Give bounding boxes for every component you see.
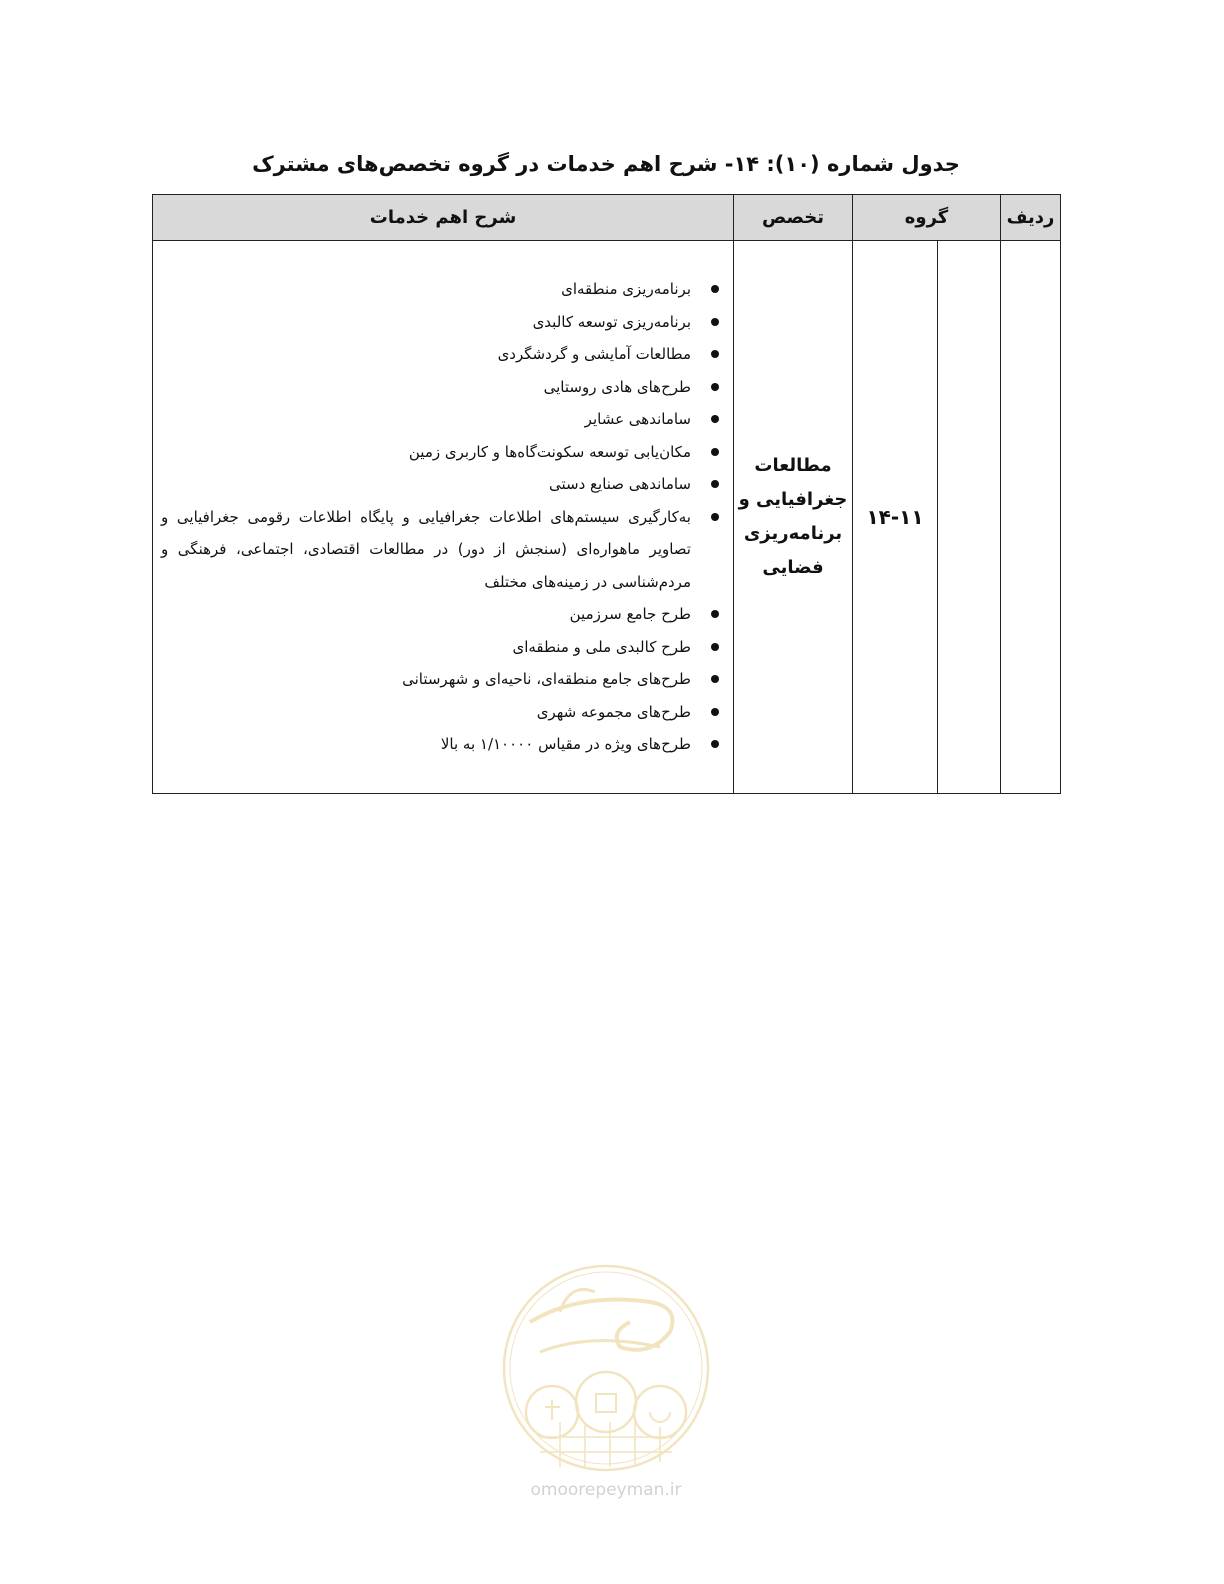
service-text: ساماندهی عشایر bbox=[584, 410, 691, 429]
header-group: گروه bbox=[853, 195, 1001, 241]
cell-specialty bbox=[734, 241, 853, 794]
bullet-icon bbox=[711, 643, 719, 651]
bullet-icon bbox=[711, 675, 719, 683]
list-item bbox=[161, 338, 725, 371]
service-text: برنامه‌ریزی منطقه‌ای bbox=[561, 280, 691, 299]
bullet-icon bbox=[711, 383, 719, 391]
bullet-icon bbox=[711, 350, 719, 358]
list-item bbox=[161, 696, 725, 729]
list-item bbox=[161, 501, 725, 599]
bullet-icon bbox=[711, 480, 719, 488]
header-row-number: ردیف bbox=[1001, 195, 1061, 241]
bullet-icon bbox=[711, 740, 719, 748]
service-text: طرح‌های هادی روستایی bbox=[543, 377, 691, 396]
services-list bbox=[153, 273, 733, 761]
bullet-icon bbox=[711, 610, 719, 618]
table-header-row bbox=[153, 195, 1061, 241]
service-text: مطالعات آمایشی و گردشگردی bbox=[497, 345, 691, 364]
cell-services bbox=[153, 241, 734, 794]
cell-row-number bbox=[1001, 241, 1061, 794]
list-item bbox=[161, 273, 725, 306]
watermark-logo-icon bbox=[500, 1262, 712, 1506]
list-item bbox=[161, 436, 725, 469]
service-text: به‌کارگیری سیستم‌های اطلاعات جغرافیایی و پایگاه اطلاعات رقومی جغرافیایی و تصاویر ماهواره‌ای (سنجش از دور) در مطالعات اقتصادی، اجتماعی، فرهنگی و مردم‌شناسی در زمینه‌های مختلف bbox=[161, 507, 691, 591]
service-text: برنامه‌ریزی توسعه کالبدی bbox=[532, 312, 691, 331]
list-item bbox=[161, 371, 725, 404]
bullet-icon bbox=[711, 448, 719, 456]
service-text: طرح کالبدی ملی و منطقه‌ای bbox=[512, 637, 691, 656]
service-text: ساماندهی صنایع دستی bbox=[548, 475, 691, 494]
list-item bbox=[161, 728, 725, 761]
bullet-icon bbox=[711, 708, 719, 716]
table-title: جدول شماره (۱۰): ۱۴- شرح اهم خدمات در گروه تخصص‌های مشترک bbox=[252, 152, 960, 176]
services-table bbox=[152, 194, 1061, 794]
list-item bbox=[161, 306, 725, 339]
list-item bbox=[161, 468, 725, 501]
service-text: طرح‌های مجموعه شهری bbox=[536, 702, 691, 721]
cell-group-sub bbox=[938, 241, 1001, 794]
list-item bbox=[161, 663, 725, 696]
header-specialty: تخصص bbox=[734, 195, 853, 241]
cell-group-code bbox=[853, 241, 938, 794]
bullet-icon bbox=[711, 415, 719, 423]
watermark-url: omoorepeyman.ir bbox=[530, 1480, 682, 1500]
list-item bbox=[161, 403, 725, 436]
service-text: طرح‌های جامع منطقه‌ای، ناحیه‌ای و شهرستانی bbox=[402, 670, 691, 689]
specialty-line: فضایی bbox=[762, 557, 824, 578]
specialty-line: مطالعات bbox=[754, 455, 832, 476]
service-text: طرح جامع سرزمین bbox=[569, 605, 691, 624]
bullet-icon bbox=[711, 318, 719, 326]
specialty-line: برنامه‌ریزی bbox=[743, 523, 843, 544]
list-item bbox=[161, 598, 725, 631]
list-item bbox=[161, 631, 725, 664]
service-text: مکان‌یابی توسعه سکونت‌گاه‌ها و کاربری زمین bbox=[408, 442, 691, 461]
group-code: ۱۴-۱۱ bbox=[866, 505, 924, 529]
table-row bbox=[153, 241, 1061, 794]
specialty-line: جغرافیایی و bbox=[738, 489, 848, 510]
service-text: طرح‌های ویژه در مقیاس ۱/۱۰۰۰۰ به بالا bbox=[440, 735, 691, 754]
header-services: شرح اهم خدمات bbox=[153, 195, 734, 241]
bullet-icon bbox=[711, 513, 719, 521]
bullet-icon bbox=[711, 285, 719, 293]
